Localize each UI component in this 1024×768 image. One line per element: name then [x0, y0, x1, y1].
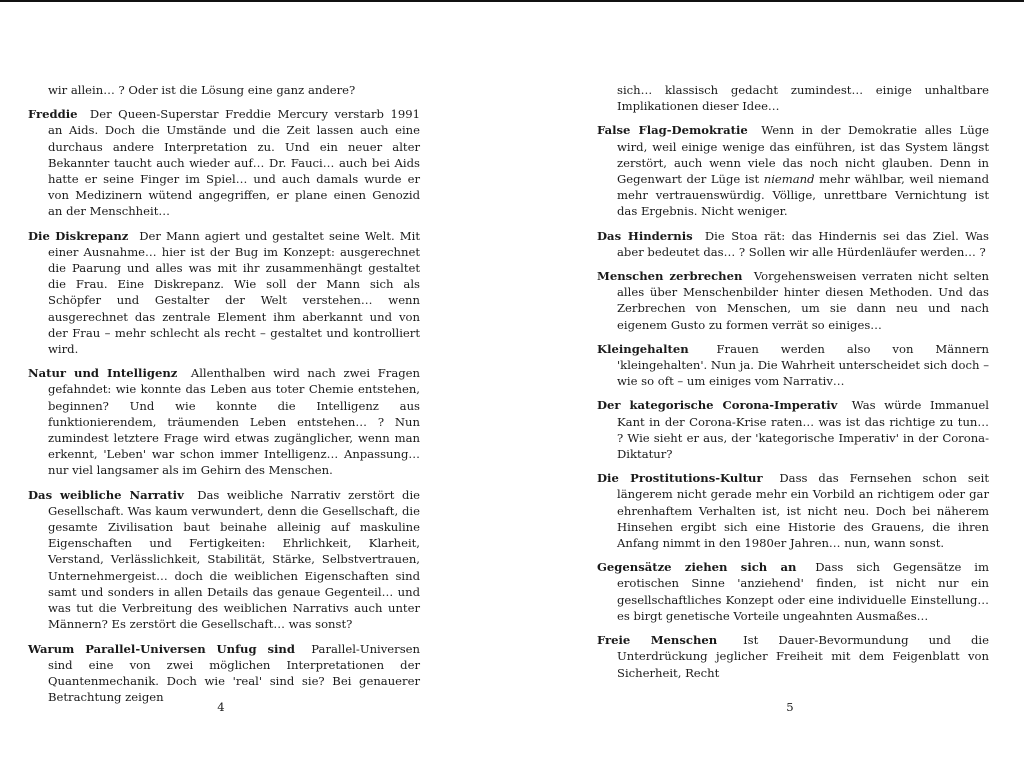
glossary-entry: [28, 228, 420, 358]
entry-term: Der kategorische Corona-Imperativ: [597, 398, 844, 413]
glossary-entry: [28, 487, 420, 633]
entry-text: Parallel-Universen sind eine von zwei möglichen Interpretationen der Quantenmechanik. Doch wie 'real' sind sie? Bei genauerer Betrachtung zeigen: [48, 641, 420, 705]
entry-text: Dass sich Gegensätze im erotischen Sinne 'anziehend' finden, ist nicht nur ein gesellschaftliches Konzept oder eine individuelle Einstellung… es birgt genetische Vorteile ungeahnten Ausmaßes…: [617, 560, 989, 623]
entry-text: Das weibliche Narrativ zerstört die Gesellschaft. Was kaum verwundert, denn die Gesellschaft, die gesamte Zivilisation baut beinahe alleinig auf maskuline Eigenschaften und Fertigkeiten: Ehrlichkeit, Klarheit, Verstand, Verlässlichkeit, Stabilität, Stärke, Selbstvertrauen, Unternehmergeist… doch die weiblichen Eigenschaften sind samt und sonders in allen Details das genaue Gegenteil… und was tut die Verbreitung des weiblichen Narrativs auch unter Männern? Es zerstört die Gesellschaft… was sonst?: [48, 487, 421, 632]
glossary-entry: [597, 470, 989, 551]
entry-text-after: mehr wählbar, weil niemand mehr vertrauenswürdig. Völlige, unrettbare Vernichtung ist das Ergebnis. Nicht weniger.: [617, 172, 989, 219]
entry-term: False Flag-Demokratie: [597, 123, 754, 138]
glossary-entry: [597, 559, 989, 624]
entry-text: Frauen werden also von Männern 'kleingehalten'. Nun ja. Die Wahrheit unterscheidet sich doch – wie so oft – um einiges vom Narrativ…: [617, 341, 990, 389]
entry-text: Ist Dauer-Bevormundung und die Unterdrückung jeglicher Freiheit mit dem Feigenblatt von Sicherheit, Recht: [617, 633, 990, 680]
glossary-entry: [28, 641, 420, 706]
entry-term: Das weibliche Narrativ: [28, 487, 190, 502]
page-number-left: 4: [217, 700, 225, 714]
glossary-entry: [28, 365, 420, 478]
entry-text: Vorgehensweisen verraten nicht selten alles über Menschenbilder hinter diesen Methoden. Und das Zerbrechen von Menschen, um sie dann neu und nach eigenem Gusto zu formen verrät so einiges…: [617, 269, 989, 332]
entry-text-before: Wenn in der Demokratie alles Lüge wird, weil einige wenige das einführen, ist das System längst zerstört, auch wenn viele das noch nicht glauben. Denn in Gegenwart der Lüge ist: [617, 123, 989, 187]
entry-text-emphasis: niemand: [763, 172, 815, 187]
glossary-entry: [597, 397, 989, 462]
entry-term: Kleingehalten: [597, 341, 695, 356]
continuation-text: sich… klassisch gedacht zumindest… einige unhaltbare Implikationen dieser Idee…: [617, 83, 989, 114]
entry-text: Der Mann agiert und gestaltet seine Welt. Mit einer Ausnahme… hier ist der Bug im Konzept: ausgerechnet die Paarung und alles was mit ihr zusammenhängt gestaltet die Frau. Eine Diskrepanz. Wie soll der Mann sich als Schöpfer und Gestalter der Welt verstehen… wenn ausgerechnet das zentrale Element ihm aberkannt und von der Frau – mehr schlecht als recht – gestaltet und kontrolliert wird.: [48, 228, 420, 357]
right-page: [597, 82, 989, 689]
entry-text: Dass das Fernsehen schon seit längerem nicht gerade mehr ein Vorbild an richtigem oder gar ehrenhaftem Verhalten ist, ist nicht neu. Doch bei näherem Hinsehen ergibt sich eine Historie des Grauens, die ihren Anfang nimmt in den 1980er Jahren… nun, wann sonst.: [617, 471, 990, 551]
entry-term: Die Diskrepanz: [28, 228, 135, 243]
entry-text: Die Stoa rät: das Hindernis sei das Ziel. Was aber bedeutet das… ? Sollen wir alle Hürdenläufer werden… ?: [617, 228, 989, 259]
entry-text: Allenthalben wird nach zwei Fragen gefahndet: wie konnte das Leben aus toter Chemie entstehen, beginnen? Und wie konnte die Intelligenz aus funktionierendem, träumenden Leben entstehen… ? Nun zumindest letztere Frage wird etwas zugänglicher, wenn man erkennt, 'Leben' war schon immer Intelligenz… Anpassung… nur viel langsamer als im Gehirn des Menschen.: [48, 366, 420, 478]
glossary-entry: [597, 228, 989, 260]
glossary-entry: [28, 106, 420, 219]
entry-term: Warum Parallel-Universen Unfug sind: [28, 641, 301, 656]
glossary-entry: [597, 341, 989, 390]
entry-text: Der Queen-Superstar Freddie Mercury verstarb 1991 an Aids. Doch die Umstände und die Zeit lassen auch eine durchaus andere Interpretation zu. Und ein neuer alter Bekannter taucht auch wieder auf… Dr. Fauci… auch bei Aids hatte er seine Finger im Spiel… und auch damals wurde er von Medizinern wütend angegriffen, er plane einen Genozid an der Menschheit…: [48, 107, 421, 219]
entry-term: Menschen zerbrechen: [597, 269, 749, 284]
glossary-entry: [597, 632, 989, 681]
left-page: [28, 82, 420, 713]
entry-term: Freddie: [28, 107, 84, 122]
entry-term: Die Prostitutions-Kultur: [597, 471, 769, 486]
entry-text: Was würde Immanuel Kant in der Corona-Krise raten… was ist das richtige zu tun… ? Wie sieht er aus, der 'kategorische Imperativ' in der Corona-Diktatur?: [617, 398, 989, 462]
entry-term: Freie Menschen: [597, 633, 723, 648]
glossary-entry: [597, 268, 989, 333]
entry-term: Das Hindernis: [597, 228, 699, 243]
page-number-right: 5: [786, 700, 794, 714]
glossary-entry: [597, 122, 989, 219]
entry-term: Gegensätze ziehen sich an: [597, 560, 803, 575]
continuation-text: wir allein… ? Oder ist die Lösung eine ganz andere?: [48, 83, 356, 97]
entry-term: Natur und Intelligenz: [28, 366, 184, 381]
